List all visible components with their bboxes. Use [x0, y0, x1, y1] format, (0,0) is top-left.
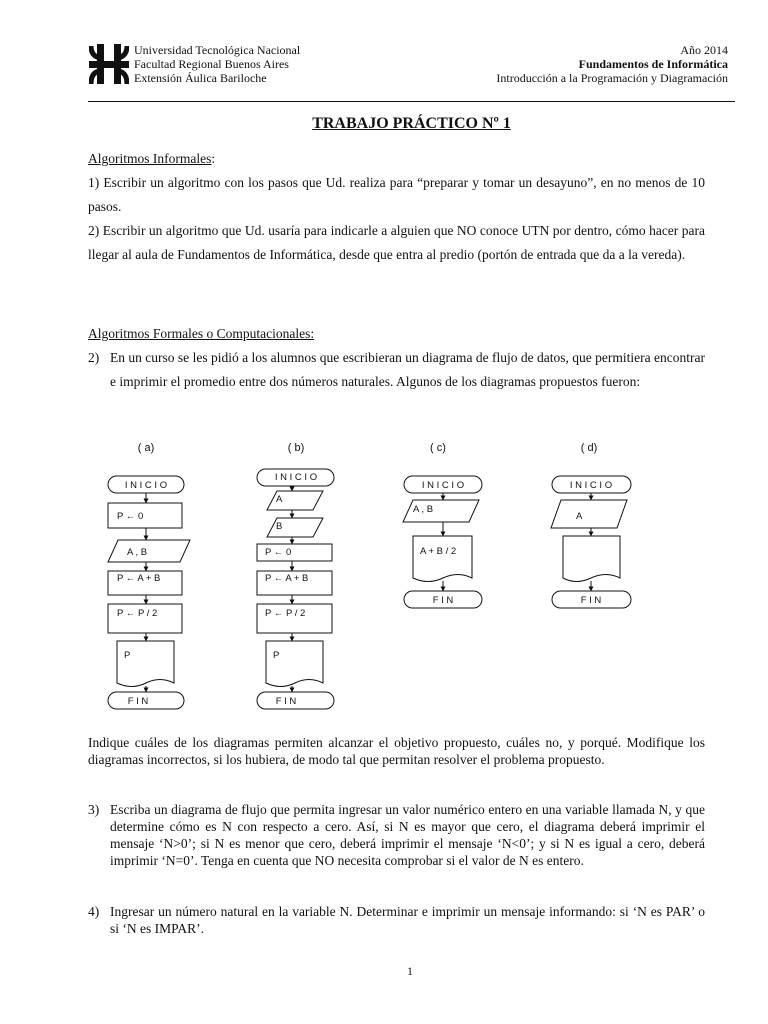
diagram-c [403, 442, 482, 608]
diagram-d-output [563, 536, 620, 582]
diagram-b-end-text: F I N [275, 696, 297, 707]
diagram-a-end-text: F I N [127, 696, 149, 707]
diagram-c-output-text: A + B / 2 [420, 546, 457, 557]
diagram-b [257, 442, 334, 709]
diagram-c-end-text: F I N [432, 595, 454, 606]
item-3 [88, 801, 705, 869]
item-4-text: Ingresar un número natural en la variable N. Determinar e imprimir un mensaje informando: si ‘N es PAR’ o si ‘N es IMPAR’. [110, 904, 705, 936]
item-3-text: Escriba un diagrama de flujo que permita ingresar un valor numérico entero en una variable llamada N, y que determine cómo es N con respecto a cero. Así, si N es mayor que cero, el diagrama deberá imprimir el mensaje ‘N>0’; si N es menor que cero, deberá imprimir el mensaje ‘N<0’; y si N es igual a cero, deberá imprimir ‘N=0’. Tenga en cuenta que NO necesita comprobar si el valor de N es entero. [110, 802, 705, 868]
diagram-b-input-1-text: A [276, 494, 283, 505]
extension-line: Extensión Áulica Bariloche [134, 71, 267, 85]
diagram-a-input [108, 540, 190, 562]
diagram-c-label: ( c) [430, 442, 446, 454]
informal-heading [88, 147, 705, 171]
utn-logo [89, 42, 129, 86]
diagram-b-start-text: I N I C I O [274, 472, 318, 483]
diagram-c-start-text: I N I C I O [421, 480, 465, 491]
diagram-b-input-2-text: B [276, 521, 283, 532]
diagram-b-output-text: P [273, 650, 280, 661]
diagram-a-output [117, 641, 174, 687]
item-3-number: 3) [88, 802, 100, 817]
institution-line: Universidad Tecnológica Nacional [134, 43, 301, 57]
item-4 [88, 903, 705, 937]
course-name: Fundamentos de Informática [578, 57, 728, 71]
formal-item-2-number: 2) [88, 350, 100, 365]
header-rule [88, 101, 735, 102]
diagram-a-label: ( a) [137, 442, 155, 454]
informal-section [88, 147, 705, 267]
formal-item-2-text: En un curso se les pidió a los alumnos que escribieran un diagrama de flujo de datos, que permitiera encontrar e imprimir el promedio entre dos números naturales. Algunos de los diagramas propuestos fueron: [110, 350, 705, 389]
informal-heading-suffix: : [211, 151, 216, 166]
informal-heading-text: Algoritmos Informales [88, 151, 212, 166]
diagram-a-process-2-text: P ← A + B [117, 573, 161, 584]
diagram-a-process-1-text: P ← 0 [117, 511, 144, 522]
diagram-c-output [413, 536, 472, 582]
diagram-b-label: ( b) [287, 442, 305, 454]
diagram-d-start-text: I N I C I O [569, 480, 613, 491]
year-label: Año 2014 [680, 43, 728, 57]
page-number: 1 [407, 964, 413, 978]
informal-item-2: 2) Escribir un algoritmo que Ud. usaría para indicarle a alguien que NO conoce UTN por dentro, cómo hacer para llegar al aula de Fundamentos de Informática, desde que entra al predio (portón de entrada que da a la vereda). [88, 223, 705, 262]
diagram-a-start-text: I N I C I O [124, 480, 168, 491]
diagram-b-process-1-text: P ← 0 [265, 547, 292, 558]
formal-item-2 [88, 346, 705, 394]
item-4-number: 4) [88, 904, 100, 919]
diagram-d [551, 442, 631, 608]
faculty-line: Facultad Regional Buenos Aires [134, 57, 289, 71]
diagram-d-input [551, 500, 627, 528]
subject-name: Introducción a la Programación y Diagramación [496, 71, 728, 85]
course-block [388, 43, 728, 85]
diagram-b-process-3-text: P ← P / 2 [265, 608, 306, 619]
diagram-d-input-text: A [576, 511, 583, 522]
page-title: TRABAJO PRÁCTICO Nº 1 [312, 115, 511, 132]
diagram-b-process-2-text: P ← A + B [265, 573, 309, 584]
diagram-c-input-text: A , B [413, 504, 434, 515]
diagram-b-output [266, 641, 323, 687]
diagram-a-process-3-text: P ← P / 2 [117, 608, 158, 619]
formal-heading: Algoritmos Formales o Computacionales: [88, 326, 315, 341]
flowcharts [0, 430, 768, 720]
diagram-d-end-text: F I N [580, 595, 602, 606]
diagram-a [108, 442, 190, 709]
informal-item-1: 1) Escribir un algoritmo con los pasos que Ud. realiza para “preparar y tomar un desayuno”, en no menos de 10 pasos. [88, 175, 705, 214]
diagram-a-input-text: A , B [127, 547, 148, 558]
diagram-d-label: ( d) [580, 442, 598, 454]
formal-section [88, 322, 705, 394]
diagram-a-output-text: P [124, 650, 131, 661]
institution-block [134, 43, 300, 85]
question-paragraph: Indique cuáles de los diagramas permiten alcanzar el objetivo propuesto, cuáles no, y porqué. Modifique los diagramas incorrectos, si los hubiera, de modo tal que permitan resolver el problema propuesto. [88, 735, 705, 767]
